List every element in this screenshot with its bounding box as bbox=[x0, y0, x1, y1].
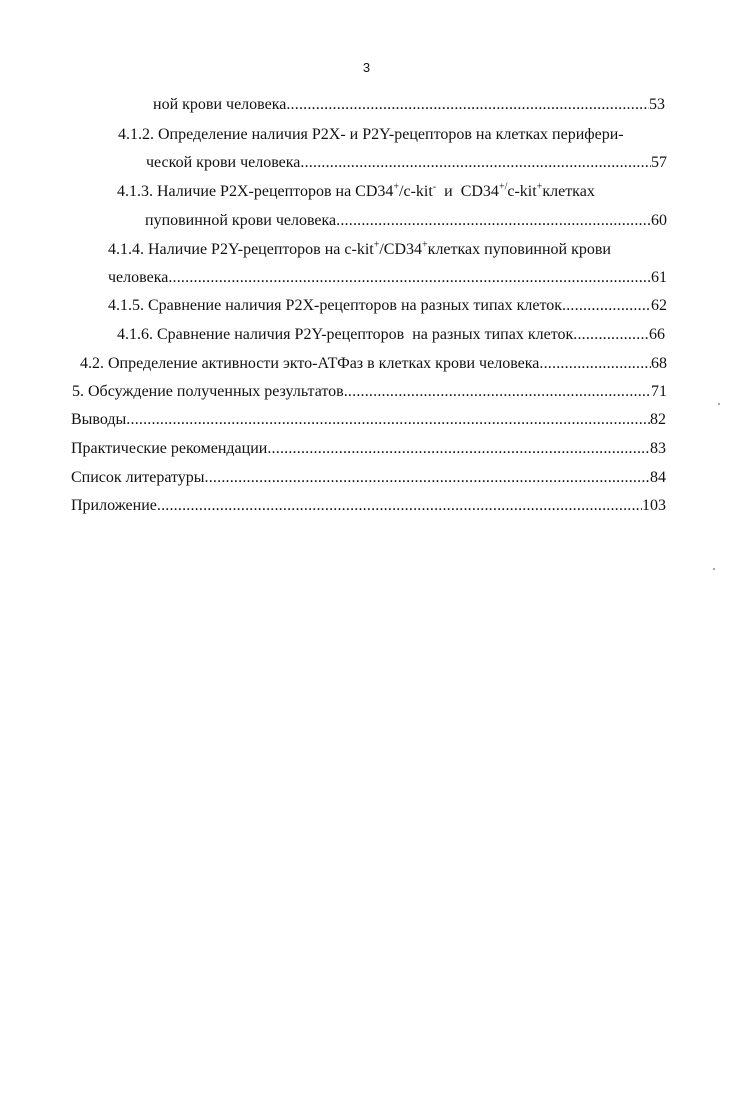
page-number: 3 bbox=[362, 60, 371, 75]
toc-entry-label: человека bbox=[108, 269, 169, 286]
toc-entry-conclusions bbox=[71, 410, 666, 430]
toc-entry-label: пуповинной крови человека bbox=[145, 212, 337, 229]
toc-entry-label: Практические рекомендации bbox=[71, 440, 268, 457]
dot-leader bbox=[562, 296, 651, 316]
toc-entry-label: Приложение bbox=[71, 497, 157, 514]
toc-entry-page: 68 bbox=[651, 355, 667, 372]
toc-entry-page: 82 bbox=[650, 411, 666, 428]
dot-leader bbox=[336, 211, 651, 231]
toc-entry-4-1-2-line2 bbox=[146, 153, 667, 173]
dot-leader bbox=[267, 439, 650, 459]
dot-leader bbox=[157, 496, 642, 516]
toc-entry-label: 5. Обсуждение полученных результатов bbox=[72, 383, 344, 400]
toc-entry-appendix bbox=[71, 496, 666, 516]
toc-entry-4-1-2-line1 bbox=[118, 125, 624, 145]
toc-entry-4-1-5 bbox=[108, 296, 667, 316]
dot-leader bbox=[168, 268, 651, 288]
toc-entry-4-1-6 bbox=[117, 325, 665, 345]
toc-entry-page: 71 bbox=[651, 383, 667, 400]
toc-entry-page: 83 bbox=[650, 440, 666, 457]
scan-speck bbox=[718, 403, 720, 405]
toc-entry-page: 62 bbox=[651, 297, 667, 314]
toc-entry-page: 103 bbox=[642, 497, 666, 514]
dot-leader bbox=[344, 382, 651, 402]
toc-entry-5 bbox=[72, 382, 667, 402]
toc-entry-label: Список литературы bbox=[71, 469, 205, 486]
toc-entry-references bbox=[71, 468, 666, 488]
toc-entry-page: 60 bbox=[651, 212, 667, 229]
toc-entry-4-1-3-line1 bbox=[117, 182, 595, 202]
toc-entry-label: ческой крови человека bbox=[146, 154, 301, 171]
toc-entry-label: ной крови человека bbox=[153, 96, 287, 113]
dot-leader bbox=[300, 153, 651, 173]
toc-entry-label: 4.1.4. Наличие P2Y-рецепторов на c-kit+/CD34+клетках пуповинной крови bbox=[108, 239, 611, 258]
toc-entry-label: 4.1.3. Наличие P2X-рецепторов на CD34+/c-kit- и CD34+/c-kit+клетках bbox=[117, 181, 595, 200]
toc-entry-label: 4.2. Определение активности экто-АТФаз в клетках крови человека bbox=[80, 355, 540, 372]
toc-entry-page: 53 bbox=[649, 96, 665, 113]
scan-speck bbox=[713, 568, 715, 570]
toc-entry-label: 4.1.6. Сравнение наличия P2Y-рецепторов на разных типах клеток bbox=[117, 326, 574, 343]
toc-entry-4-1-3-line2 bbox=[145, 211, 667, 231]
toc-entry-page: 57 bbox=[651, 154, 667, 171]
toc-entry-label: 4.1.5. Сравнение наличия P2X-рецепторов на разных типах клеток bbox=[108, 297, 563, 314]
toc-entry-4-2 bbox=[80, 354, 667, 374]
dot-leader bbox=[286, 95, 649, 115]
dot-leader bbox=[573, 325, 649, 345]
toc-entry-page: 66 bbox=[649, 326, 665, 343]
toc-entry-page: 84 bbox=[650, 469, 666, 486]
toc-entry-page: 61 bbox=[651, 269, 667, 286]
toc-entry-recommendations bbox=[71, 439, 666, 459]
toc-entry-label: 4.1.2. Определение наличия P2X- и P2Y-рецепторов на клетках перифери- bbox=[118, 126, 624, 143]
toc-entry-4-1-4-line2 bbox=[108, 268, 667, 288]
dot-leader bbox=[205, 468, 650, 488]
toc-entry-4-1-4-line1 bbox=[108, 240, 611, 260]
toc-entry-4-1-1-cont bbox=[153, 95, 665, 115]
dot-leader bbox=[539, 354, 651, 374]
dot-leader bbox=[126, 410, 650, 430]
toc-entry-label: Выводы bbox=[71, 411, 127, 428]
